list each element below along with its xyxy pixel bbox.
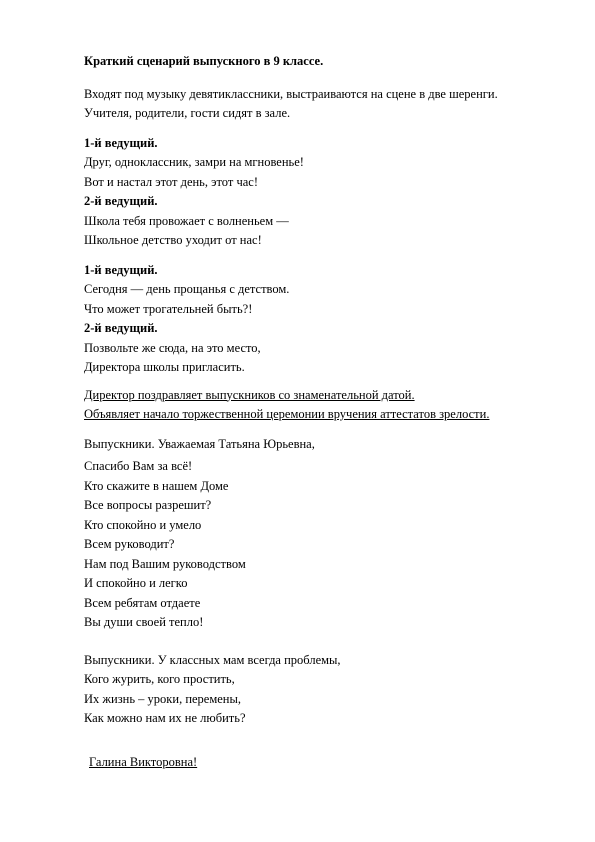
- verse-line: Кого журить, кого простить,: [84, 672, 235, 686]
- closing: [84, 753, 564, 773]
- block4: [84, 651, 564, 729]
- verse-line: Как можно нам их не любить?: [84, 711, 246, 725]
- document-title: Краткий сценарий выпускного в 9 классе.: [84, 54, 324, 68]
- verse-line: Школа тебя провожает с волненьем —: [84, 213, 289, 228]
- verse-line: Всем ребятам отдаете: [84, 595, 201, 610]
- verse-line: Что может трогательней быть?!: [84, 301, 253, 316]
- verse-line: Всем руководит?: [84, 537, 175, 551]
- speaker-label: 1-й ведущий.: [84, 135, 158, 150]
- verse-line: Школьное детство уходит от нас!: [84, 233, 262, 247]
- verse-line: Кто скажите в нашем Доме: [84, 478, 229, 493]
- verse-line: Директора школы пригласить.: [84, 360, 245, 374]
- verse-line: Вы души своей тепло!: [84, 615, 204, 629]
- verse-line: Позвольте же сюда, на это место,: [84, 340, 261, 355]
- verse-line: Их жизнь – уроки, перемены,: [84, 691, 242, 706]
- block-heading: Выпускники. У классных мам всегда проблемы,: [84, 652, 341, 667]
- speaker-label: 2-й ведущий.: [84, 194, 158, 208]
- verse-line: Вот и настал этот день, этот час!: [84, 174, 259, 189]
- verse-line: Сегодня — день прощанья с детством.: [84, 282, 290, 296]
- speaker-label: 1-й ведущий.: [84, 262, 158, 277]
- closing-line: Галина Викторовна!: [89, 754, 198, 769]
- intro-line: Входят под музыку девятиклассники, выстраиваются на сцене в две шеренги.: [84, 86, 498, 101]
- verse-line: Все вопросы разрешит?: [84, 498, 212, 512]
- stage-direction-line: Объявляет начало торжественной церемонии вручения аттестатов зрелости.: [84, 407, 490, 421]
- verse-line: Друг, одноклассник, замри на мгновенье!: [84, 155, 304, 169]
- intro-paragraph: [84, 85, 564, 124]
- verse-line: И спокойно и легко: [84, 576, 188, 590]
- verse-line: Кто спокойно и умело: [84, 517, 202, 532]
- block1: [84, 134, 564, 251]
- verse-line: Спасибо Вам за всё!: [84, 459, 193, 473]
- stage-direction: [84, 386, 564, 425]
- speaker-label: 2-й ведущий.: [84, 321, 158, 335]
- document-page: [84, 52, 564, 772]
- intro-line: Учителя, родители, гости сидят в зале.: [84, 106, 291, 120]
- block-heading: Выпускники. Уважаемая Татьяна Юрьевна,: [84, 436, 315, 451]
- stage-direction-line: Директор поздравляет выпускников со знаменательной датой.: [84, 387, 415, 402]
- block3: [84, 435, 564, 633]
- verse-line: Нам под Вашим руководством: [84, 556, 246, 571]
- block2: [84, 261, 564, 378]
